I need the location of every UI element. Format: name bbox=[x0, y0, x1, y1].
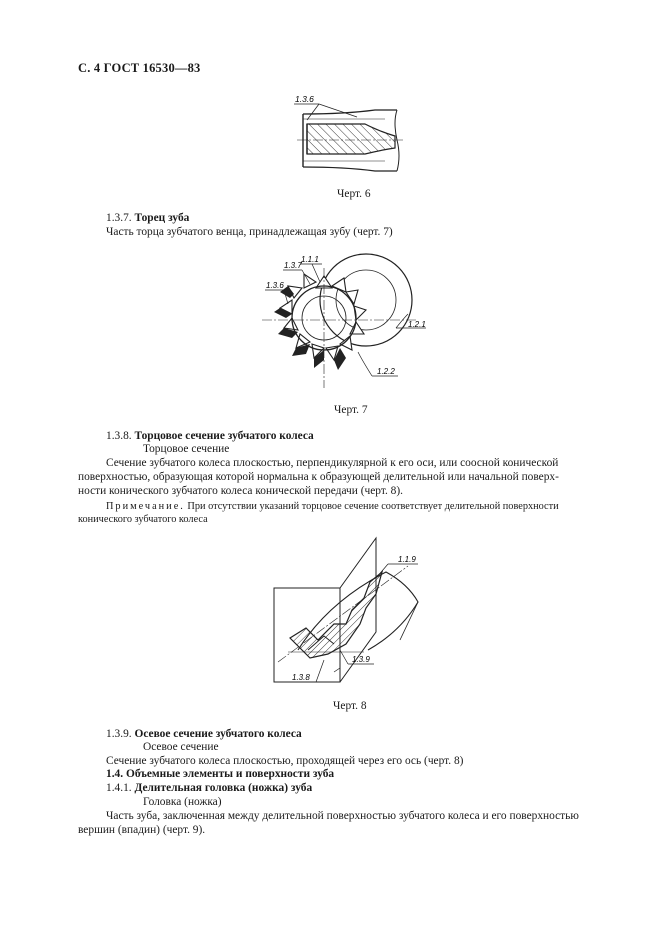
fig6-label-136: 1.3.6 bbox=[295, 94, 314, 104]
section-141-title: Делительная головка (ножка) зуба bbox=[134, 782, 313, 794]
fig7-label-136: 1.3.6 bbox=[266, 281, 284, 290]
section-141-synonym: Головка (ножка) bbox=[143, 796, 222, 808]
note-text: При отсутствии указаний торцовое сечение соответствует делительной поверхности bbox=[184, 501, 559, 512]
section-138-note-line-1 bbox=[106, 500, 616, 514]
figure-8-drawing bbox=[268, 532, 438, 692]
fig7-label-111: 1.1.1 bbox=[301, 255, 319, 264]
fig8-label-139: 1.3.9 bbox=[352, 655, 370, 664]
section-138-def-line-3: ности конического зубчатого колеса конической передачи (черт. 8). bbox=[78, 485, 403, 497]
section-138-number: 1.3.8. bbox=[106, 430, 132, 442]
section-138-def-line-1: Сечение зубчатого колеса плоскостью, перпендикулярной к его оси, или соосной конической bbox=[106, 457, 559, 469]
figure-7-caption: Черт. 7 bbox=[334, 404, 368, 416]
fig7-label-122: 1.2.2 bbox=[377, 367, 395, 376]
page-header: С. 4 ГОСТ 16530—83 bbox=[78, 61, 201, 75]
note-label: Примечание. bbox=[106, 501, 185, 512]
section-141-def-line-2: вершин (впадин) (черт. 9). bbox=[78, 824, 206, 836]
section-139-definition: Сечение зубчатого колеса плоскостью, проходящей через его ось (черт. 8) bbox=[106, 755, 464, 767]
section-14-number: 1.4. bbox=[106, 768, 124, 780]
section-138-def-line-2: поверхностью, образующая которой нормальна к образующей делительной или начальной поверх- bbox=[78, 471, 559, 483]
fig8-label-138: 1.3.8 bbox=[292, 673, 310, 682]
section-138-title: Торцовое сечение зубчатого колеса bbox=[134, 430, 314, 442]
figure-8-caption: Черт. 8 bbox=[333, 700, 367, 712]
section-141-number: 1.4.1. bbox=[106, 782, 132, 794]
section-138-heading bbox=[106, 429, 314, 443]
section-141-heading bbox=[106, 781, 312, 795]
section-137-number: 1.3.7. bbox=[106, 212, 132, 224]
section-139-synonym: Осевое сечение bbox=[143, 741, 219, 753]
section-139-heading bbox=[106, 727, 302, 741]
section-14-title: Объемные элементы и поверхности зуба bbox=[125, 768, 335, 780]
section-137-title: Торец зуба bbox=[134, 212, 190, 224]
section-14-heading bbox=[106, 767, 334, 781]
figure-6-drawing bbox=[285, 92, 415, 174]
section-139-number: 1.3.9. bbox=[106, 728, 132, 740]
figure-6-caption: Черт. 6 bbox=[337, 188, 371, 200]
section-138-synonym: Торцовое сечение bbox=[143, 443, 230, 455]
section-141-def-line-1: Часть зуба, заключенная между делительной поверхностью зубчатого колеса и его поверхностью bbox=[106, 810, 579, 822]
section-137-heading bbox=[106, 211, 189, 225]
section-139-title: Осевое сечение зубчатого колеса bbox=[134, 728, 302, 740]
section-137-definition: Часть торца зубчатого венца, принадлежащая зубу (черт. 7) bbox=[106, 226, 393, 238]
fig7-label-137: 1.3.7 bbox=[284, 261, 302, 270]
figure-7-drawing bbox=[258, 248, 428, 396]
fig8-label-119: 1.1.9 bbox=[398, 555, 416, 564]
section-138-note-line-2: конического зубчатого колеса bbox=[78, 514, 208, 525]
fig7-label-121: 1.2.1 bbox=[408, 320, 426, 329]
